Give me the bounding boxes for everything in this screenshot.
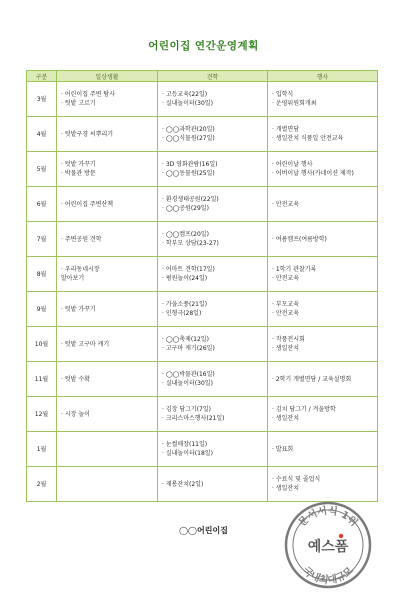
field-trip-cell (158, 362, 268, 397)
svg-text:국내최대규모: 국내최대규모 (300, 565, 356, 587)
event-cell (268, 117, 378, 152)
yesform-stamp-logo (283, 500, 373, 590)
event-item: · 안전교육 (272, 310, 299, 317)
svg-text:예스폼: 예스폼 (307, 539, 349, 555)
event-cell (268, 362, 378, 397)
event-cell (268, 432, 378, 467)
table-row (27, 292, 378, 327)
field-trip-cell (158, 152, 268, 187)
field-trip-item: · 학부모 상담(23-27) (162, 240, 219, 247)
field-trip-cell (158, 187, 268, 222)
field-trip-cell (158, 327, 268, 362)
event-item: · 생일잔치 (272, 485, 299, 492)
event-item: · 2학기 개별면담 / 교육설명회 (272, 375, 352, 383)
event-cell (268, 222, 378, 257)
daily-life-item: · 텃밭 수확 (61, 375, 90, 383)
field-trip-item: · 가을소풍(21일) (162, 301, 208, 308)
field-trip-item: · 실내놀이터(18일) (162, 450, 213, 457)
table-row (27, 257, 378, 292)
event-cell (268, 257, 378, 292)
month-cell: 10월 (27, 327, 57, 362)
event-cell (268, 292, 378, 327)
event-item: · 여름캠프(여름방학) (272, 235, 327, 243)
footer-daycare-name: ◯◯어린이집 (179, 526, 228, 535)
field-trip-cell (158, 467, 268, 502)
event-item: · 생일잔치 (272, 345, 299, 352)
month-cell: 5월 (27, 152, 57, 187)
field-trip-item: · 고구마 캐기(26일) (162, 345, 215, 352)
daily-life-cell (57, 432, 158, 467)
table-row (27, 327, 378, 362)
month-cell: 9월 (27, 292, 57, 327)
field-trip-cell (158, 257, 268, 292)
month-cell: 1월 (27, 432, 57, 467)
daily-life-item: · 박물관 방문 (61, 170, 96, 177)
table-row (27, 152, 378, 187)
event-item: · 수료식 및 졸업식 (272, 476, 321, 483)
field-trip-cell (158, 432, 268, 467)
event-item: · 어린이날 행사 (272, 161, 313, 168)
field-trip-item: · 재롱잔치(2일) (162, 480, 204, 488)
header-category: 구분 (27, 71, 57, 82)
table-row (27, 222, 378, 257)
table-row (27, 362, 378, 397)
field-trip-item: · ◯◯공원(29일) (162, 205, 209, 212)
daily-life-cell (57, 152, 158, 187)
field-trip-item: · 김장 담그기(7일) (162, 406, 211, 413)
field-trip-cell (158, 117, 268, 152)
month-cell: 6월 (27, 187, 57, 222)
field-trip-cell (158, 82, 268, 117)
field-trip-item: · ◯◯동물원(25일) (162, 170, 215, 177)
field-trip-item: · 환경생태공원(22일) (162, 196, 219, 203)
daily-life-cell (57, 362, 158, 397)
field-trip-item: · ◯◯캠프(20일) (162, 231, 209, 238)
page-title: 어린이집 연간운영계획 (148, 40, 259, 52)
daily-life-item: · 우리동네시장 (61, 266, 100, 273)
table-row (27, 397, 378, 432)
field-trip-item: · ◯◯축제(12일) (162, 336, 209, 343)
daily-life-item: · 텃밭 가꾸기 (61, 305, 96, 313)
field-trip-item: · 어마트 견학(17일) (162, 266, 215, 273)
event-item: · 입학식 (272, 91, 294, 98)
daily-life-item: 알아보기 (61, 275, 85, 282)
month-cell: 3월 (27, 82, 57, 117)
field-trip-item: · 실내놀이터(30일) (162, 100, 213, 107)
daily-life-cell (57, 117, 158, 152)
event-item: · 어버이날 행사(카네이션 제작) (272, 170, 354, 177)
field-trip-item: · 인형극(28일) (162, 310, 202, 317)
header-daily-life: 일상생활 (57, 71, 158, 82)
field-trip-item: · 크리스마스행사(21일) (162, 415, 225, 422)
table-row (27, 432, 378, 467)
table-body (27, 82, 378, 502)
daily-life-cell (57, 327, 158, 362)
month-cell: 2월 (27, 467, 57, 502)
event-item: · 작품전시회 (272, 336, 305, 343)
annual-plan-table (26, 70, 378, 502)
month-cell: 4월 (27, 117, 57, 152)
event-item: · 안전교육 (272, 200, 299, 208)
daily-life-item: · 어린이집 주변 탐사 (61, 91, 115, 98)
event-cell (268, 467, 378, 502)
event-item: · 생일잔치 (272, 415, 299, 422)
svg-text:문서서식 1위: 문서서식 1위 (296, 505, 360, 529)
table-row (27, 117, 378, 152)
daily-life-item: · 주변공원 견학 (61, 235, 102, 243)
daily-life-cell (57, 222, 158, 257)
event-cell (268, 152, 378, 187)
field-trip-cell (158, 292, 268, 327)
event-item: · 1학기 관찰기록 (272, 266, 317, 273)
event-item: · 생일잔치 식품일 안전교육 (272, 135, 344, 142)
daily-life-item: · 텃밭구경 씨뿌리기 (61, 130, 114, 138)
field-trip-item: · 펑원놀이(24일) (162, 275, 208, 282)
field-trip-cell (158, 397, 268, 432)
month-cell: 7월 (27, 222, 57, 257)
event-item: · 운영위원회개최 (272, 100, 317, 107)
event-item: · 안전교육 (272, 275, 299, 282)
field-trip-item: · 눈썰매장(11일) (162, 441, 208, 448)
daily-life-item: · 어린이집 주변산책 (61, 200, 114, 208)
daily-life-cell (57, 397, 158, 432)
daily-life-item: · 텃밭 고르기 (61, 100, 96, 107)
table-header-row (27, 71, 378, 82)
field-trip-item: · ◯◯과학관(20일) (162, 126, 215, 133)
table-row (27, 82, 378, 117)
field-trip-item: · ◯◯식물원(27일) (162, 135, 215, 142)
event-cell (268, 82, 378, 117)
event-item: · 김치 담그기 / 겨울방학 (272, 406, 336, 413)
field-trip-item: · 고등교육(22일) (162, 91, 208, 98)
daily-life-item: · 텃밭 고구마 캐기 (61, 340, 110, 348)
month-cell: 12월 (27, 397, 57, 432)
field-trip-item: · 3D 영화관람(16일) (162, 161, 218, 168)
event-cell (268, 187, 378, 222)
field-trip-item: · 실내놀이터(30일) (162, 380, 213, 387)
field-trip-cell (158, 222, 268, 257)
event-cell (268, 327, 378, 362)
daily-life-cell (57, 187, 158, 222)
daily-life-cell (57, 257, 158, 292)
event-item: · 부모교육 (272, 301, 299, 308)
event-item: · 개별면담 (272, 126, 299, 133)
table-row (27, 467, 378, 502)
field-trip-item: · ◯◯박물관(16일) (162, 371, 215, 378)
event-item: · 발표회 (272, 445, 294, 453)
header-field-trip: 견학 (158, 71, 268, 82)
daily-life-cell (57, 82, 158, 117)
daily-life-item: · 텃밭 가꾸기 (61, 161, 96, 168)
daily-life-item: · 시장 놀이 (61, 410, 90, 418)
event-cell (268, 397, 378, 432)
table-row (27, 187, 378, 222)
month-cell: 11월 (27, 362, 57, 397)
daily-life-cell (57, 467, 158, 502)
month-cell: 8월 (27, 257, 57, 292)
header-event: 행사 (268, 71, 378, 82)
daily-life-cell (57, 292, 158, 327)
